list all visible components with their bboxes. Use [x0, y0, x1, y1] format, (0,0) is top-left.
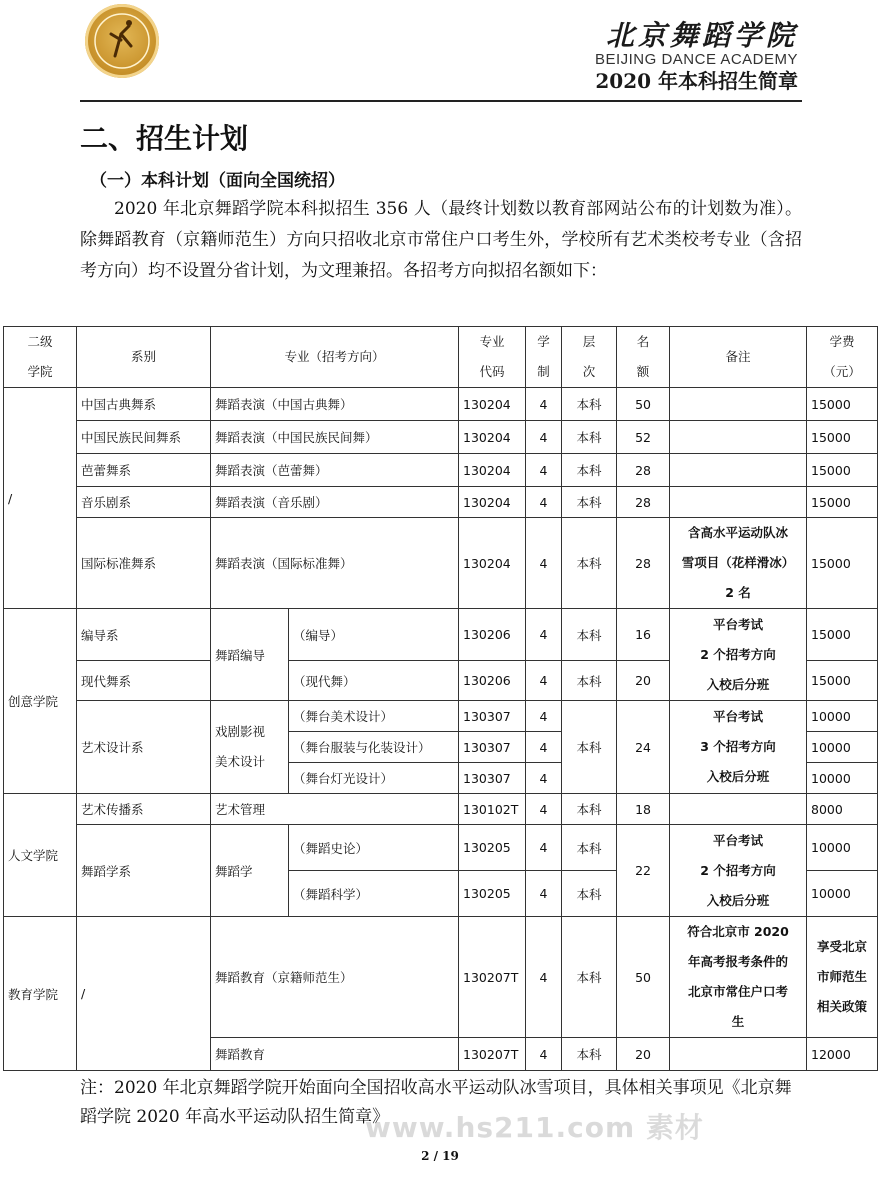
- major-cell: 舞蹈教育（京籍师范生）: [211, 917, 459, 1038]
- header-fee: 学费 （元）: [807, 327, 878, 388]
- fee-cell: 10000: [807, 701, 878, 732]
- level-cell: 本科: [562, 701, 617, 794]
- remark-cell: 平台考试 2 个招考方向 入校后分班: [670, 825, 807, 917]
- level-cell: 本科: [562, 1038, 617, 1071]
- remark-cell: 平台考试 3 个招考方向 入校后分班: [670, 701, 807, 794]
- header-remark: 备注: [670, 327, 807, 388]
- fee-cell: 15000: [807, 421, 878, 454]
- major-cell: 舞蹈表演（中国民族民间舞）: [211, 421, 459, 454]
- years-cell: 4: [526, 421, 562, 454]
- table-row: [4, 701, 878, 732]
- section-title: 二、招生计划: [80, 122, 249, 155]
- header-department: 系别: [77, 327, 211, 388]
- fee-cell: 15000: [807, 609, 878, 661]
- code-cell: 130307: [459, 701, 526, 732]
- fee-cell: 10000: [807, 732, 878, 763]
- code-cell: 130204: [459, 518, 526, 609]
- code-cell: 130206: [459, 661, 526, 701]
- brand-block: [595, 20, 798, 94]
- remark-cell: [670, 388, 807, 421]
- academy-logo: [85, 4, 159, 78]
- years-cell: 4: [526, 661, 562, 701]
- table-header-row: [4, 327, 878, 388]
- fee-cell: 8000: [807, 794, 878, 825]
- table-row: [4, 518, 878, 609]
- dept-cell: 舞蹈学系: [77, 825, 211, 917]
- table-row: [4, 825, 878, 871]
- table-row: [4, 917, 878, 1038]
- level-cell: 本科: [562, 518, 617, 609]
- quota-cell: 28: [617, 487, 670, 518]
- header-college: 二级 学院: [4, 327, 77, 388]
- major-cell: 艺术管理: [211, 794, 459, 825]
- quota-cell: 28: [617, 454, 670, 487]
- years-cell: 4: [526, 917, 562, 1038]
- fee-cell: 10000: [807, 871, 878, 917]
- footnote: 注：2020 年北京舞蹈学院开始面向全国招收高水平运动队冰雪项目，具体相关事项见《北京舞蹈学院 2020 年高水平运动队招生简章》: [80, 1078, 792, 1127]
- intro-paragraph: 2020 年北京舞蹈学院本科拟招生 356 人（最终计划数以教育部网站公布的计划数为准）。除舞蹈教育（京籍师范生）方向只招收北京市常住户口考生外，学校所有艺术类校考专业（含招考方向）均不设置分省计划，为文理兼招。各招考方向拟招名额如下：: [80, 199, 802, 281]
- years-cell: 4: [526, 518, 562, 609]
- code-cell: 130102T: [459, 794, 526, 825]
- quota-cell: 28: [617, 518, 670, 609]
- watermark: www.hs211.com 素材: [365, 1111, 704, 1144]
- fee-cell: 享受北京 市师范生 相关政策: [807, 917, 878, 1038]
- dept-cell: 编导系: [77, 609, 211, 661]
- header-major: 专业（招考方向）: [211, 327, 459, 388]
- years-cell: 4: [526, 487, 562, 518]
- remark-cell: [670, 794, 807, 825]
- code-cell: 130207T: [459, 917, 526, 1038]
- subsection-title: （一）本科计划（面向全国统招）: [90, 171, 345, 191]
- level-cell: 本科: [562, 825, 617, 871]
- brand-english-name: BEIJING DANCE ACADEMY: [594, 51, 798, 68]
- brochure-subtitle: 2020 年本科招生简章: [595, 69, 798, 93]
- fee-cell: 12000: [807, 1038, 878, 1071]
- remark-cell: [670, 454, 807, 487]
- years-cell: 4: [526, 454, 562, 487]
- years-cell: 4: [526, 701, 562, 732]
- remark-cell: [670, 421, 807, 454]
- dept-cell: 艺术设计系: [77, 701, 211, 794]
- direction-cell: （舞台服装与化装设计）: [289, 732, 459, 763]
- table-row: [4, 388, 878, 421]
- major-cell: 舞蹈表演（国际标准舞）: [211, 518, 459, 609]
- dept-cell: 中国古典舞系: [77, 388, 211, 421]
- level-cell: 本科: [562, 661, 617, 701]
- code-cell: 130206: [459, 609, 526, 661]
- dept-cell: 音乐剧系: [77, 487, 211, 518]
- code-cell: 130205: [459, 871, 526, 917]
- quota-cell: 20: [617, 661, 670, 701]
- years-cell: 4: [526, 794, 562, 825]
- quota-cell: 50: [617, 917, 670, 1038]
- years-cell: 4: [526, 388, 562, 421]
- fee-cell: 15000: [807, 388, 878, 421]
- remark-cell: 平台考试 2 个招考方向 入校后分班: [670, 609, 807, 701]
- table-row: [4, 609, 878, 661]
- header-level: 层 次: [562, 327, 617, 388]
- college-cell-humanities: 人文学院: [4, 794, 77, 917]
- code-cell: 130204: [459, 487, 526, 518]
- quota-cell: 50: [617, 388, 670, 421]
- level-cell: 本科: [562, 917, 617, 1038]
- fee-cell: 10000: [807, 825, 878, 871]
- header-divider: [80, 100, 802, 102]
- years-cell: 4: [526, 609, 562, 661]
- years-cell: 4: [526, 825, 562, 871]
- quota-cell: 22: [617, 825, 670, 917]
- direction-cell: （舞台灯光设计）: [289, 763, 459, 794]
- level-cell: 本科: [562, 794, 617, 825]
- college-cell-none: /: [4, 388, 77, 609]
- dept-cell: 芭蕾舞系: [77, 454, 211, 487]
- fee-cell: 10000: [807, 763, 878, 794]
- page-number: 2 / 19: [421, 1149, 459, 1163]
- quota-cell: 16: [617, 609, 670, 661]
- dept-cell: 国际标准舞系: [77, 518, 211, 609]
- direction-cell: （编导）: [289, 609, 459, 661]
- table-row: [4, 487, 878, 518]
- major-cell: 舞蹈编导: [211, 609, 289, 701]
- years-cell: 4: [526, 1038, 562, 1071]
- direction-cell: （舞台美术设计）: [289, 701, 459, 732]
- years-cell: 4: [526, 763, 562, 794]
- level-cell: 本科: [562, 487, 617, 518]
- fee-cell: 15000: [807, 518, 878, 609]
- table-row: [4, 454, 878, 487]
- code-cell: 130204: [459, 421, 526, 454]
- dept-cell: 艺术传播系: [77, 794, 211, 825]
- direction-cell: （现代舞）: [289, 661, 459, 701]
- table-row: [4, 794, 878, 825]
- dept-cell: /: [77, 917, 211, 1071]
- code-cell: 130205: [459, 825, 526, 871]
- years-cell: 4: [526, 732, 562, 763]
- remark-cell: [670, 487, 807, 518]
- major-cell: 舞蹈教育: [211, 1038, 459, 1071]
- quota-cell: 24: [617, 701, 670, 794]
- level-cell: 本科: [562, 609, 617, 661]
- major-cell: 舞蹈学: [211, 825, 289, 917]
- enrollment-plan-table: [3, 326, 878, 1071]
- level-cell: 本科: [562, 871, 617, 917]
- major-cell: 舞蹈表演（中国古典舞）: [211, 388, 459, 421]
- brand-chinese-name: 北京舞蹈学院: [605, 19, 798, 52]
- fee-cell: 15000: [807, 487, 878, 518]
- header-code: 专业 代码: [459, 327, 526, 388]
- header-years: 学 制: [526, 327, 562, 388]
- remark-cell: [670, 1038, 807, 1071]
- major-cell: 舞蹈表演（芭蕾舞）: [211, 454, 459, 487]
- college-cell-education: 教育学院: [4, 917, 77, 1071]
- quota-cell: 20: [617, 1038, 670, 1071]
- dept-cell: 现代舞系: [77, 661, 211, 701]
- years-cell: 4: [526, 871, 562, 917]
- table-row: [4, 421, 878, 454]
- level-cell: 本科: [562, 454, 617, 487]
- direction-cell: （舞蹈科学）: [289, 871, 459, 917]
- dept-cell: 中国民族民间舞系: [77, 421, 211, 454]
- header-quota: 名 额: [617, 327, 670, 388]
- remark-cell: 含高水平运动队冰 雪项目（花样滑冰） 2 名: [670, 518, 807, 609]
- code-cell: 130207T: [459, 1038, 526, 1071]
- dancer-emblem-icon: [85, 4, 159, 78]
- level-cell: 本科: [562, 388, 617, 421]
- major-cell: 舞蹈表演（音乐剧）: [211, 487, 459, 518]
- direction-cell: （舞蹈史论）: [289, 825, 459, 871]
- fee-cell: 15000: [807, 454, 878, 487]
- level-cell: 本科: [562, 421, 617, 454]
- quota-cell: 52: [617, 421, 670, 454]
- college-cell-creative: 创意学院: [4, 609, 77, 794]
- remark-cell: 符合北京市 2020 年高考报考条件的 北京市常住户口考 生: [670, 917, 807, 1038]
- major-cell: 戏剧影视 美术设计: [211, 701, 289, 794]
- code-cell: 130204: [459, 454, 526, 487]
- code-cell: 130204: [459, 388, 526, 421]
- code-cell: 130307: [459, 732, 526, 763]
- quota-cell: 18: [617, 794, 670, 825]
- code-cell: 130307: [459, 763, 526, 794]
- fee-cell: 15000: [807, 661, 878, 701]
